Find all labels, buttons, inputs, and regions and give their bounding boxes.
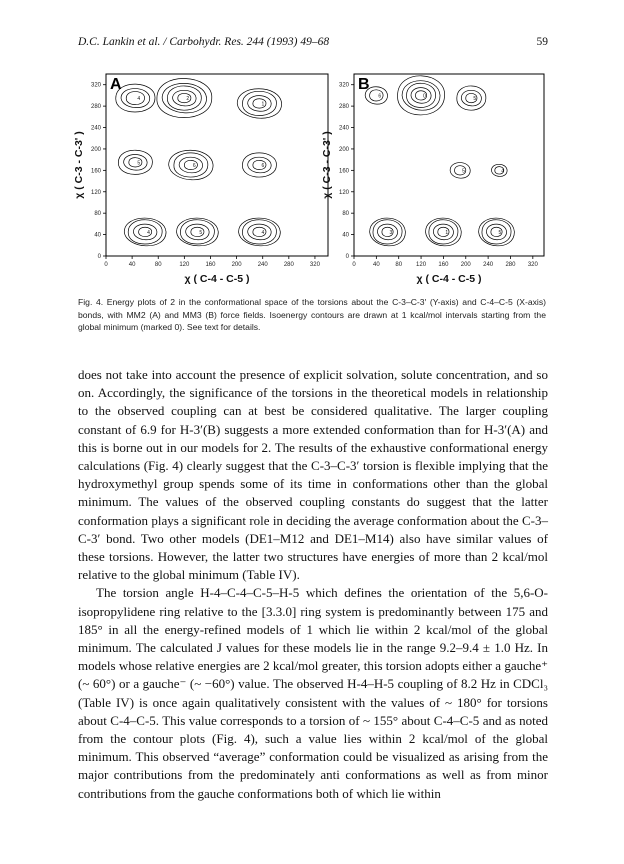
x-tick-label: 40 <box>128 262 136 268</box>
y-tick-label: 40 <box>94 232 101 239</box>
x-tick-label: 240 <box>257 262 268 268</box>
panel-label: A <box>110 76 122 93</box>
x-axis-label: χ ( C-4 - C-5 ) <box>184 273 250 285</box>
contour-line <box>411 88 431 104</box>
x-tick-label: 160 <box>438 262 449 268</box>
contour-label: 2 <box>186 96 190 103</box>
running-header <box>78 36 548 52</box>
y-tick-label: 320 <box>90 82 101 89</box>
figure-4 <box>72 66 552 296</box>
contour-label: 5 <box>199 229 203 236</box>
y-tick-label: 160 <box>338 168 349 175</box>
contour-line <box>126 92 144 105</box>
y-tick-label: 120 <box>90 189 101 196</box>
contour-line <box>433 224 453 240</box>
contour-line <box>491 164 507 176</box>
y-tick-label: 0 <box>97 254 101 260</box>
contour-line <box>248 224 272 240</box>
x-tick-label: 80 <box>154 262 162 268</box>
x-tick-label: 120 <box>179 262 190 268</box>
contour-line <box>173 90 197 106</box>
contour-line <box>179 157 203 173</box>
contour-line <box>237 89 281 119</box>
contour-label: 4 <box>147 229 150 236</box>
contour-line <box>450 163 470 179</box>
contour-plots <box>72 66 552 296</box>
x-tick-label: 200 <box>231 262 242 268</box>
plot-frame <box>354 74 544 256</box>
contour-label: 4 <box>501 168 505 175</box>
contour-line <box>133 224 157 240</box>
y-tick-label: 240 <box>90 125 101 132</box>
y-tick-label: 200 <box>338 146 349 153</box>
contour-label: 5 <box>462 168 465 175</box>
contour-label: 1 <box>445 229 449 236</box>
contour-line <box>177 218 219 246</box>
contour-line <box>461 90 481 106</box>
contour-line <box>124 155 148 171</box>
contour-label: 5 <box>498 229 502 236</box>
contour-label: 5 <box>473 96 477 103</box>
contour-line <box>248 157 272 173</box>
y-tick-label: 160 <box>90 168 101 175</box>
contour-line <box>186 224 210 240</box>
panel-B <box>321 74 544 285</box>
contour-label: 1 <box>261 101 265 108</box>
contour-line <box>486 224 506 240</box>
contour-line <box>365 87 387 104</box>
x-tick-label: 320 <box>527 262 538 268</box>
y-tick-label: 80 <box>94 211 101 218</box>
y-tick-label: 320 <box>338 82 349 89</box>
contour-label: 6 <box>192 163 196 169</box>
contour-line <box>370 218 406 246</box>
contour-label: 5 <box>137 160 141 167</box>
y-tick-label: 280 <box>338 104 349 111</box>
contour-line <box>426 218 462 246</box>
x-tick-label: 40 <box>373 262 380 268</box>
contour-line <box>377 224 397 240</box>
x-tick-label: 200 <box>460 262 471 268</box>
contour-label: 6 <box>378 93 382 100</box>
x-tick-label: 240 <box>483 262 494 268</box>
contour-label: 4 <box>137 96 141 103</box>
x-tick-label: 160 <box>205 262 216 268</box>
panel-A <box>73 74 328 285</box>
contour-line <box>124 218 166 246</box>
contour-line <box>157 79 212 118</box>
contour-label: 0 <box>423 93 426 100</box>
x-tick-label: 280 <box>505 262 516 268</box>
panel-label: B <box>358 76 370 93</box>
y-tick-label: 280 <box>90 104 101 111</box>
x-tick-label: 320 <box>309 262 320 268</box>
running-title: D.C. Lankin et al. / Carbohydr. Res. 244 (1993) 49–68 <box>78 36 330 48</box>
figure-caption: Fig. 4. Energy plots of 2 in the conformational space of the torsions about the C-3–C-3′ (Y-axis) and C-4–C-5 (X-axis) bonds, with MM2 (A) and MM3 (B) force fields. Isoenergy contours are drawn at 1 kcal/mol intervals starting from the global minimum (marked 0). See text for details. <box>78 297 546 332</box>
body-text <box>78 366 548 803</box>
contour-label: 6 <box>261 163 265 169</box>
y-tick-label: 80 <box>342 211 349 218</box>
contour-line <box>248 96 272 112</box>
contour-label: 4 <box>261 229 265 236</box>
contour-line <box>479 218 515 246</box>
contour-line <box>162 83 206 113</box>
contour-line <box>169 150 213 180</box>
page-number: 59 <box>536 36 548 48</box>
y-axis-label: χ ( C-3 - C-3' ) <box>321 131 333 199</box>
x-tick-label: 80 <box>395 262 403 268</box>
y-axis-label: χ ( C-3 - C-3' ) <box>73 131 85 199</box>
contour-line <box>239 218 281 246</box>
paragraph: The torsion angle H-4–C-4–C-5–H-5 which defines the orientation of the 5,6-O-isopropylidene ring relative to the [3.3.0] ring system is predominantly between 175 and 185° in all the energy-refined models of 1 which lie within 2 kcal/mol of the global minimum. The calculated J values for these models lie in the range 9.2–9.4 ± 1.0 Hz. In models whose relative energies are 2 kcal/mol greater, this torsion adopts either a gauche⁺ (~ 60°) or a gauche⁻ (~ −60°) value. The observed H-4–H-5 coupling of 8.2 Hz in CDCl₃ (Table IV) is once again qualitatively consistent with the values of ~ 180° for torsions about C-4–C-5. This value corresponds to a torsion of ~ 155° about C-4–C-5 and as noted from the contour plots (Fig. 4), such a value lies within 2 kcal/mol of the global minimum. This observed “average” conformation could be visualized as arising from the major contributions from the predominately anti conformations as well as from minor contributions from the gauche conformations both of which lie within <box>78 585 548 801</box>
x-tick-label: 0 <box>104 262 108 268</box>
y-tick-label: 40 <box>342 232 349 239</box>
contour-label: 3 <box>389 229 393 236</box>
x-tick-label: 0 <box>352 262 356 268</box>
x-tick-label: 280 <box>283 262 294 268</box>
y-tick-label: 240 <box>338 125 349 132</box>
y-tick-label: 0 <box>345 254 349 260</box>
x-axis-label: χ ( C-4 - C-5 ) <box>416 273 482 285</box>
y-tick-label: 200 <box>90 146 101 153</box>
paragraph: does not take into account the presence of explicit solvation, solute concentration, and so on. Accordingly, the significance of the torsions in the theoretical models in relationship to the observed coupling can at best be considered qualitative. The larger coupling constant of 6.9 for H-3′(B) suggests a more extended conformation than for H-3′(A) and this is borne out in our models for 2. The results of the exhaustive conformational energy calculations (Fig. 4) clearly suggest that the C-3–C-3′ torsion is flexible implying that the hydroxymethyl group spends some of its time in conformations other than the global minimum. The values of the observed coupling constants do suggest that the latter conformation plays a significant role in deciding the average conformation about the C-3–C-3′ bond. Two other models (DE1–M12 and DE1–M14) also have similar values of these torsions. However, the latter two structures have energies of more than 2 kcal/mol relative to the global minimum (Table IV). <box>78 367 548 583</box>
contour-line <box>402 81 440 111</box>
y-tick-label: 120 <box>338 189 349 196</box>
x-tick-label: 120 <box>416 262 427 268</box>
contour-line <box>398 76 445 115</box>
